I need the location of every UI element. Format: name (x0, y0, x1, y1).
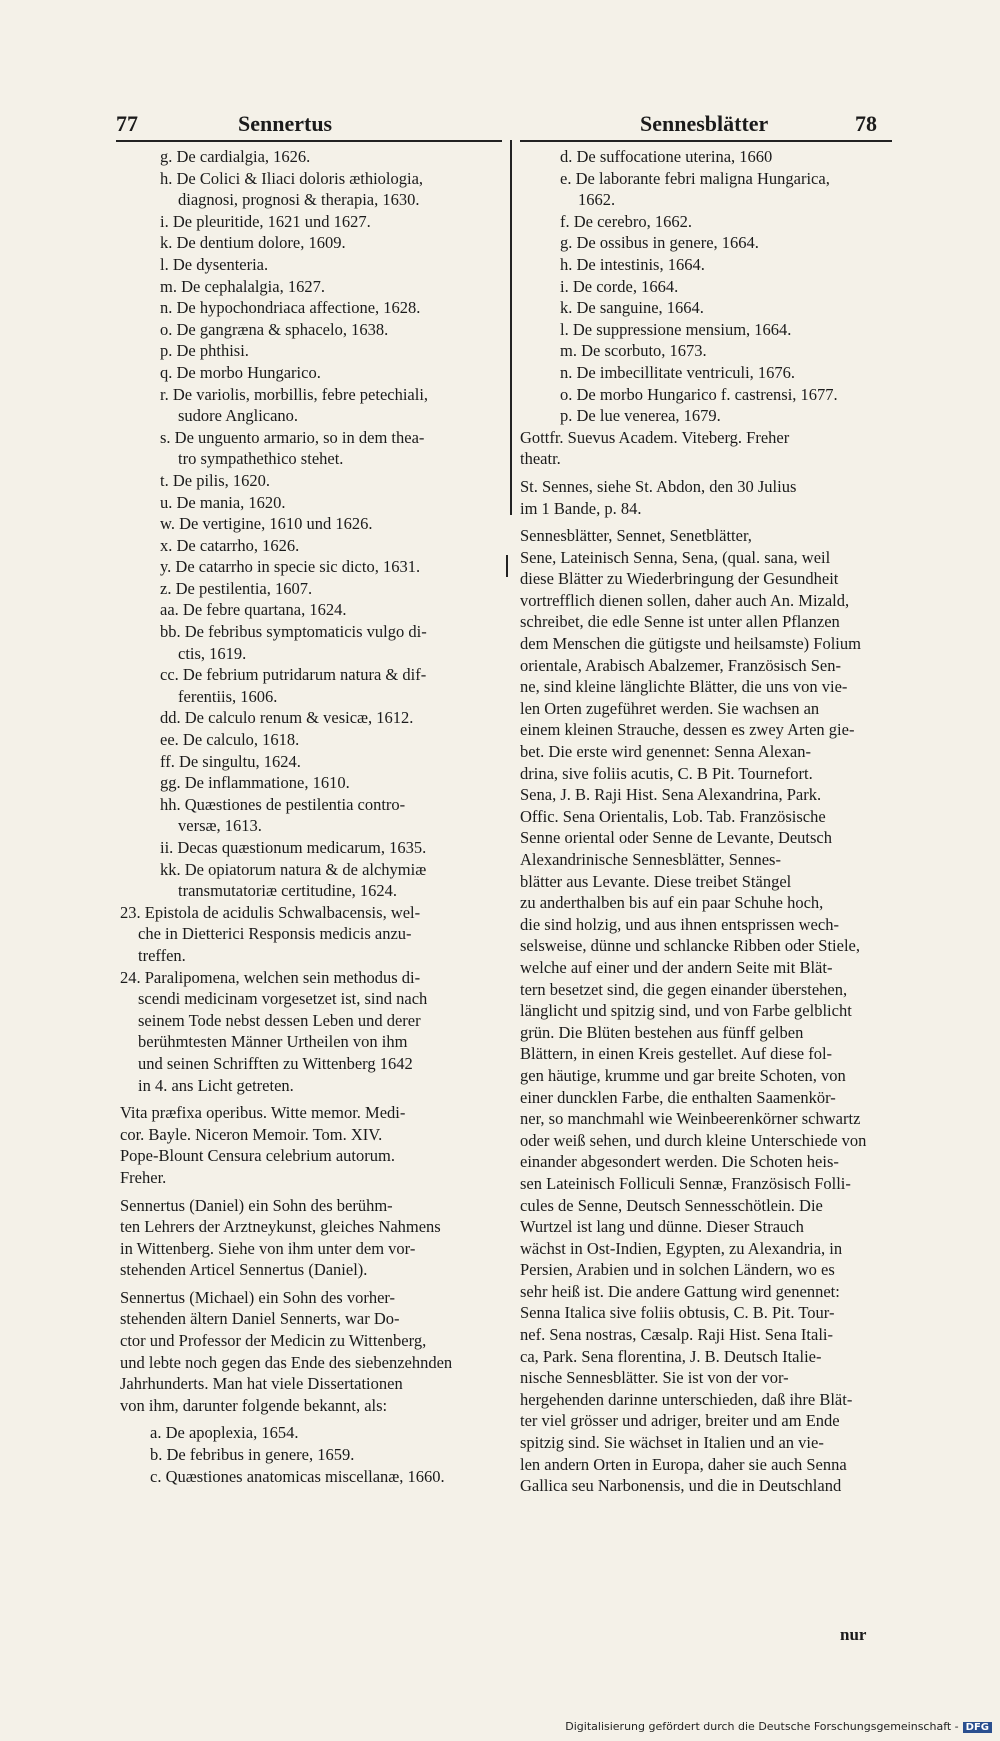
text-line: cules de Senne, Deutsch Sennesschötlein. Die (520, 1195, 823, 1215)
text-line: Sene, Lateinisch Senna, Sena, (qual. sana, weil (520, 547, 831, 567)
text-line: gg. De inflammatione, 1610. (160, 773, 350, 793)
text-line: stehenden ältern Daniel Sennerts, war Do- (120, 1309, 400, 1329)
text-line: x. De catarrho, 1626. (160, 535, 300, 555)
text-line: länglicht und spitzig sind, und von Farbe gelblicht (520, 1001, 852, 1021)
text-line: Offic. Sena Orientalis, Lob. Tab. Französische (520, 806, 826, 826)
text-line: einander abgesondert werden. Die Schoten heis- (520, 1152, 839, 1172)
text-line: tro sympathethico stehet. (178, 449, 344, 469)
text-line: hh. Quæstiones de pestilentia contro- (160, 794, 406, 814)
text-line: von ihm, darunter folgende bekannt, als: (120, 1395, 388, 1415)
text-line: schreibet, die edle Senne ist unter allen Pflanzen (520, 612, 840, 632)
text-line: sudore Anglicano. (178, 406, 299, 426)
text-line: i. De corde, 1664. (560, 276, 679, 296)
text-line: berühmtesten Männer Urtheilen von ihm (138, 1032, 408, 1052)
text-line: Pope-Blount Censura celebrium autorum. (120, 1146, 395, 1166)
text-line: t. De pilis, 1620. (160, 470, 270, 490)
text-line: kk. De opiatorum natura & de alchymiæ (160, 859, 427, 879)
text-line: m. De cephalalgia, 1627. (160, 276, 325, 296)
text-line: z. De pestilentia, 1607. (160, 578, 313, 598)
text-line: p. De lue venerea, 1679. (560, 406, 721, 426)
text-line: oder weiß sehen, und durch kleine Unterschiede von (520, 1130, 867, 1150)
header-rule-left (116, 140, 502, 142)
text-line: Sennertus (Michael) ein Sohn des vorher- (120, 1287, 396, 1307)
header-rule-right (520, 140, 892, 142)
text-line: drina, sive foliis acutis, C. B Pit. Tournefort. (520, 763, 813, 783)
text-line: tern besetzet sind, die gegen einander überstehen, (520, 979, 848, 999)
dfg-logo: DFG (963, 1722, 992, 1733)
text-line: treffen. (138, 945, 186, 965)
text-line: Alexandrinische Sennesblätter, Sennes- (520, 850, 781, 869)
footer (565, 1720, 992, 1733)
text-line: g. De ossibus in genere, 1664. (560, 233, 759, 253)
text-line: einer duncklen Farbe, die enthalten Saamenkör- (520, 1087, 836, 1107)
right-column (520, 146, 886, 1497)
text-line: welche auf einer und der andern Seite mit Blät- (520, 957, 833, 977)
text-line: Sennertus (Daniel) ein Sohn des berühm- (120, 1195, 393, 1215)
text-line: dem Menschen die gütigste und heilsamste) Folium (520, 634, 861, 654)
text-line: ff. De singultu, 1624. (160, 751, 301, 771)
text-line: orientale, Arabisch Abalzemer, Französisch Sen- (520, 655, 841, 675)
text-line: cc. De febrium putridarum natura & dif- (160, 665, 427, 685)
left-column (120, 146, 500, 1487)
text-line: Sena, J. B. Raji Hist. Sena Alexandrina, Park. (520, 785, 822, 805)
text-line: q. De morbo Hungarico. (160, 362, 321, 382)
text-line: che in Dietterici Responsis medicis anzu- (138, 924, 412, 944)
text-line: vortrefflich dienen sollen, daher auch An. Mizald, (520, 590, 850, 610)
text-line: k. De sanguine, 1664. (560, 298, 704, 318)
text-line: g. De cardialgia, 1626. (160, 147, 311, 166)
text-line: St. Sennes, siehe St. Abdon, den 30 Julius (520, 476, 797, 496)
text-line: und seinen Schrifften zu Wittenberg 1642 (138, 1053, 413, 1073)
text-line: Freher. (120, 1167, 167, 1187)
text-line: die sind holzig, und aus ihnen entsprissen wech- (520, 914, 839, 934)
text-line: Sennesblätter, Sennet, Senetblätter, (520, 526, 752, 546)
text-line: Senne oriental oder Senne de Levante, Deutsch (520, 828, 833, 848)
text-line: 24. Paralipomena, welchen sein methodus di- (120, 967, 421, 987)
text-line: w. De vertigine, 1610 und 1626. (160, 514, 373, 534)
footer-text: Digitalisierung gefördert durch die Deutsche Forschungsgemeinschaft - (565, 1720, 959, 1733)
text-line: h. De intestinis, 1664. (560, 254, 705, 274)
text-line: diagnosi, prognosi & therapia, 1630. (178, 190, 420, 210)
text-line: gen häutige, krumme und gar breite Schoten, von (520, 1065, 846, 1085)
text-line: 23. Epistola de acidulis Schwalbacensis, wel- (120, 902, 421, 922)
text-line: p. De phthisi. (160, 341, 249, 361)
text-line: stehenden Articel Sennertus (Daniel). (120, 1260, 368, 1280)
text-line: seinem Tode nebst dessen Leben und derer (138, 1010, 421, 1030)
text-line: ter viel grösser und adriger, breiter und am Ende (520, 1411, 840, 1431)
text-line: versæ, 1613. (178, 816, 262, 836)
text-line: diese Blätter zu Wiederbringung der Gesundheit (520, 569, 839, 589)
catchword: nur (840, 1625, 867, 1644)
text-line: spitzig sind. Sie wächset in Italien und an vie- (520, 1433, 824, 1453)
text-line: c. Quæstiones anatomicas miscellanæ, 1660. (150, 1466, 445, 1486)
column-divider (510, 140, 512, 515)
text-line: in 4. ans Licht getreten. (138, 1075, 294, 1095)
text-line: n. De imbecillitate ventriculi, 1676. (560, 362, 796, 382)
text-line: b. De febribus in genere, 1659. (150, 1445, 355, 1465)
text-line: aa. De febre quartana, 1624. (160, 600, 347, 620)
text-line: und lebte noch gegen das Ende des siebenzehnden (120, 1352, 453, 1372)
text-line: dd. De calculo renum & vesicæ, 1612. (160, 708, 414, 728)
text-line: in Wittenberg. Siehe von ihm unter dem vor- (120, 1238, 416, 1258)
text-line: einem kleinen Strauche, dessen es zwey Arten gie- (520, 720, 855, 740)
text-line: nef. Sena nostras, Cæsalp. Raji Hist. Sena Itali- (520, 1325, 833, 1345)
text-line: len andern Orten in Europa, daher sie auch Senna (520, 1454, 847, 1474)
text-line: u. De mania, 1620. (160, 492, 286, 512)
text-line: grün. Die Blüten bestehen aus fünff gelben (520, 1022, 804, 1042)
text-line: Blättern, in einen Kreis gestellet. Auf diese fol- (520, 1044, 833, 1064)
text-line: Gallica seu Narbonensis, und die in Deutschland (520, 1476, 842, 1496)
text-line: ferentiis, 1606. (178, 686, 278, 706)
text-line: blätter aus Levante. Diese treibet Stängel (520, 871, 792, 891)
text-line: sehr heiß ist. Die andere Gattung wird genennet: (520, 1281, 840, 1301)
text-line: f. De cerebro, 1662. (560, 211, 692, 231)
text-line: selsweise, dünne und schlancke Ribben oder Stiele, (520, 936, 860, 956)
text-line: bb. De febribus symptomaticis vulgo di- (160, 622, 427, 642)
text-line: e. De laborante febri maligna Hungarica, (560, 168, 830, 188)
text-line: o. De morbo Hungarico f. castrensi, 1677. (560, 384, 838, 404)
text-line: y. De catarrho in specie sic dicto, 1631. (160, 557, 421, 577)
text-line: ca, Park. Sena florentina, J. B. Deutsch Italie- (520, 1346, 822, 1366)
text-line: Wurtzel ist lang und dünne. Dieser Strauch (520, 1217, 804, 1237)
text-line: wächst in Ost-Indien, Egypten, zu Alexandria, in (520, 1238, 843, 1258)
text-line: nische Sennesblätter. Sie ist von der vor- (520, 1368, 789, 1388)
text-line: d. De suffocatione uterina, 1660 (560, 147, 773, 166)
text-line: ii. Decas quæstionum medicarum, 1635. (160, 838, 427, 857)
text-line: a. De apoplexia, 1654. (150, 1423, 299, 1443)
text-line: ne, sind kleine länglichte Blätter, die uns von vie- (520, 677, 848, 697)
page-number-right: 78 (855, 111, 877, 136)
text-line: o. De gangræna & sphacelo, 1638. (160, 319, 389, 339)
text-line: ee. De calculo, 1618. (160, 730, 300, 750)
text-line: ten Lehrers der Arztneykunst, gleiches Nahmens (120, 1217, 441, 1237)
text-line: n. De hypochondriaca affectione, 1628. (160, 298, 421, 318)
text-line: Senna Italica sive foliis obtusis, C. B. Pit. Tour- (520, 1303, 835, 1323)
text-line: ctor und Professor der Medicin zu Wittenberg, (120, 1331, 427, 1351)
text-line: ctis, 1619. (178, 643, 247, 663)
running-head-left: Sennertus (238, 111, 333, 136)
running-head-right: Sennesblätter (640, 111, 769, 136)
text-line: l. De suppressione mensium, 1664. (560, 319, 792, 339)
text-line: i. De pleuritide, 1621 und 1627. (160, 211, 371, 231)
text-line: Gottfr. Suevus Academ. Viteberg. Freher (520, 427, 790, 447)
text-line: k. De dentium dolore, 1609. (160, 233, 346, 253)
text-line: Vita præfixa operibus. Witte memor. Medi- (120, 1103, 406, 1123)
text-line: l. De dysenteria. (160, 254, 269, 274)
column-divider-mark (506, 555, 508, 577)
text-line: scendi medicinam vorgesetzet ist, sind nach (138, 989, 428, 1009)
text-line: ner, so manchmahl wie Weinbeerenkörner schwartz (520, 1109, 861, 1129)
text-line: 1662. (578, 190, 616, 210)
page-number-left: 77 (116, 111, 138, 136)
text-line: bet. Die erste wird genennet: Senna Alexan- (520, 742, 811, 762)
text-line: r. De variolis, morbillis, febre petechiali, (160, 384, 429, 404)
text-line: m. De scorbuto, 1673. (560, 341, 707, 361)
text-line: zu anderthalben bis auf ein paar Schuhe hoch, (520, 893, 824, 913)
text-line: Persien, Arabien und in solchen Ländern, wo es (520, 1260, 835, 1280)
text-line: Jahrhunderts. Man hat viele Dissertationen (120, 1374, 403, 1394)
text-line: theatr. (520, 449, 561, 469)
text-line: h. De Colici & Iliaci doloris æthiologia, (160, 168, 424, 188)
text-line: sen Lateinisch Folliculi Sennæ, Französisch Folli- (520, 1173, 851, 1193)
text-line: hergehenden darinne unterschieden, daß ihre Blät- (520, 1389, 853, 1409)
text-line: cor. Bayle. Niceron Memoir. Tom. XIV. (120, 1124, 383, 1144)
text-line: im 1 Bande, p. 84. (520, 498, 642, 518)
text-line: len Orten zugeführet werden. Sie wachsen an (520, 698, 820, 718)
text-line: transmutatoriæ certitudine, 1624. (178, 881, 398, 901)
text-line: s. De unguento armario, so in dem thea- (160, 427, 425, 447)
